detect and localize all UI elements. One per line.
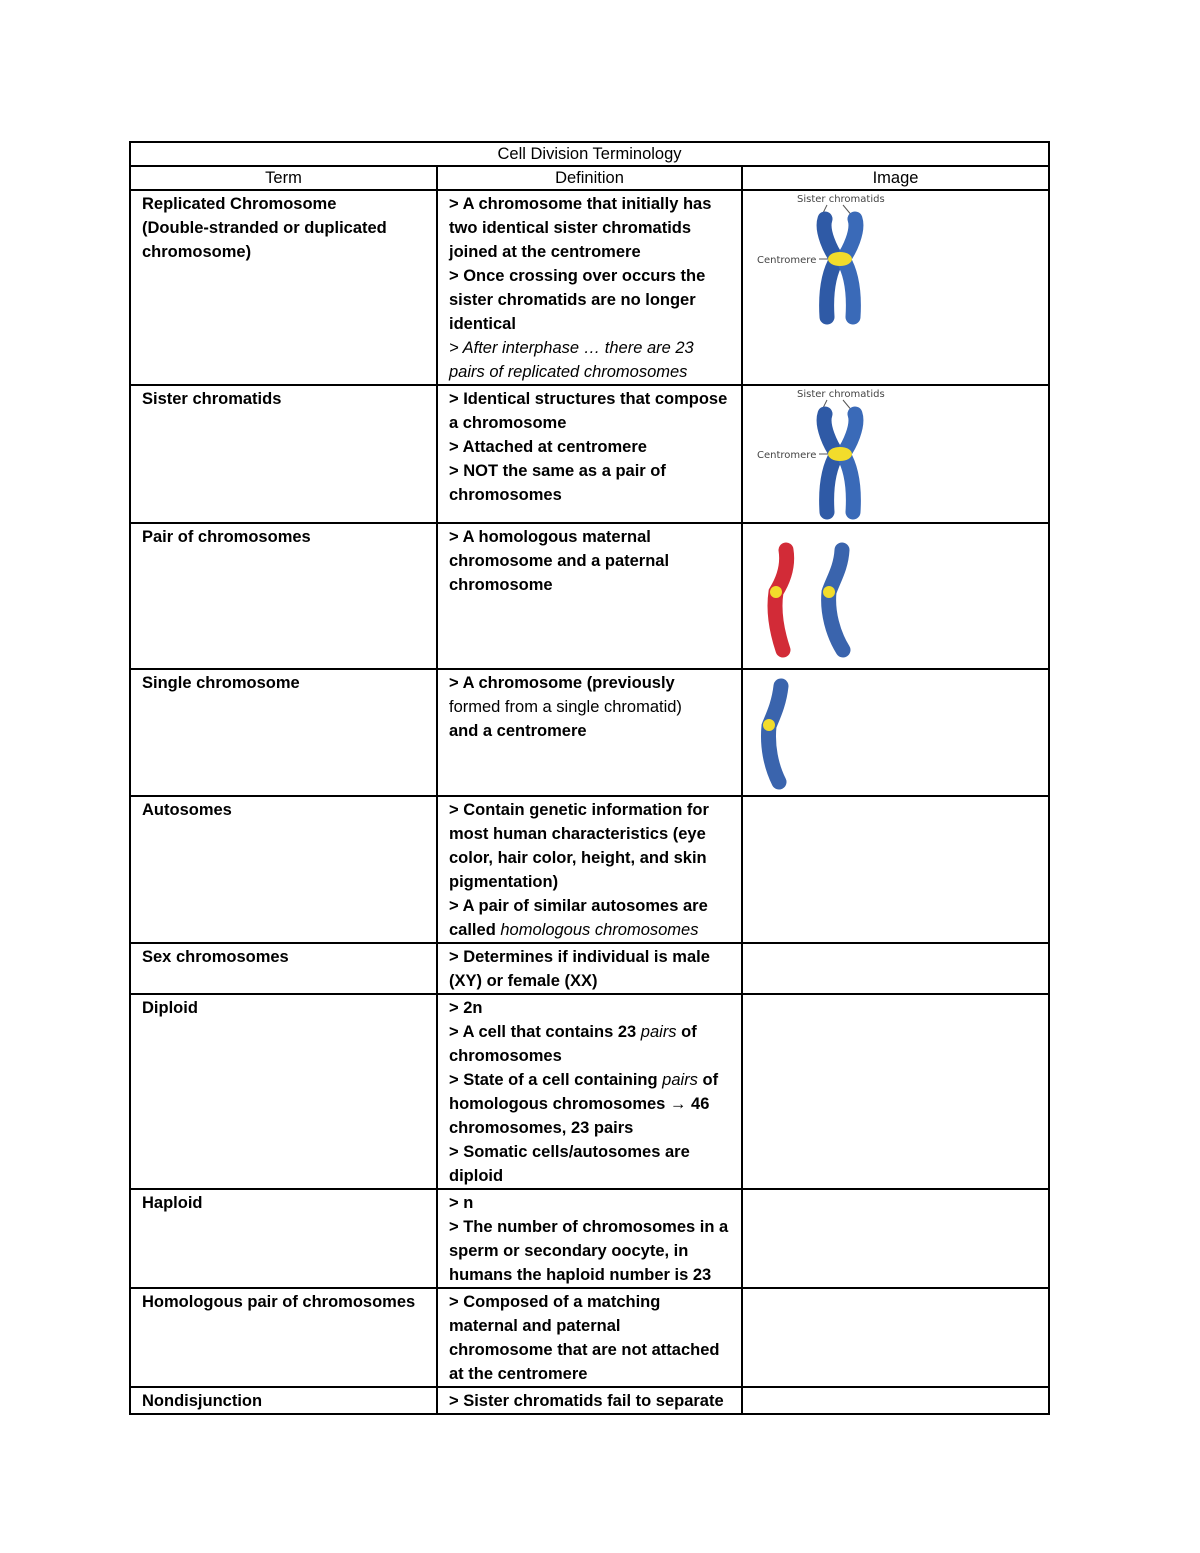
definition-text: homologous chromosomes → 46 [449, 1095, 710, 1113]
centromere-label: Centromere [757, 450, 817, 461]
definition-text: > A chromosome (previously [449, 674, 675, 692]
definition-cell [437, 669, 742, 796]
replicated-chromosome-diagram [743, 191, 1048, 381]
image-cell [742, 385, 1049, 523]
image-cell [742, 796, 1049, 943]
definition-text: chromosome [449, 576, 553, 594]
definition-text: > The number of chromosomes in a [449, 1218, 729, 1236]
term-cell: Autosomes [130, 796, 437, 943]
definition-text: sperm or secondary oocyte, in [449, 1242, 689, 1260]
definition-text: at the centromere [449, 1365, 588, 1383]
terminology-table [129, 141, 1050, 1415]
header-term: Term [130, 166, 437, 190]
definition-text: > NOT the same as a pair of [449, 462, 666, 480]
definition-text: homologous chromosomes [500, 921, 699, 939]
definition-text: most human characteristics (eye [449, 825, 706, 843]
table-row [130, 190, 1049, 385]
term-cell: Nondisjunction [130, 1387, 437, 1414]
chromosome-pair-diagram [743, 524, 1048, 668]
definition-text: identical [449, 315, 516, 333]
definition-text: > Once crossing over occurs the [449, 267, 706, 285]
definition-text: of [676, 1023, 697, 1041]
definition-text: sister chromatids are no longer [449, 291, 696, 309]
definition-text: color, hair color, height, and skin [449, 849, 707, 867]
definition-text: > A homologous maternal [449, 528, 651, 546]
definition-text: chromosomes, 23 pairs [449, 1119, 634, 1137]
definition-cell [437, 1288, 742, 1387]
term-cell: Homologous pair of chromosomes [130, 1288, 437, 1387]
definition-cell [437, 994, 742, 1189]
term-cell: Haploid [130, 1189, 437, 1288]
definition-text: pigmentation) [449, 873, 559, 891]
definition-text: > Identical structures that compose [449, 390, 728, 408]
image-cell [742, 994, 1049, 1189]
image-cell [742, 523, 1049, 669]
definition-text: chromosome that are not attached [449, 1341, 720, 1359]
definition-text: of [697, 1071, 719, 1089]
definition-text: formed from a single chromatid) [449, 698, 682, 716]
chromosome-x-shape [824, 414, 856, 512]
term-cell: Diploid [130, 994, 437, 1189]
term-text: (Double-stranded or duplicated [142, 219, 387, 237]
definition-text: a chromosome [449, 414, 567, 432]
definition-text: > State of a cell containing [449, 1071, 663, 1089]
definition-text: > Composed of a matching [449, 1293, 661, 1311]
term-cell: Single chromosome [130, 669, 437, 796]
table-row [130, 796, 1049, 943]
table-row [130, 385, 1049, 523]
sister-chromatids-label: Sister chromatids [797, 194, 885, 205]
term-text: Replicated Chromosome [142, 195, 337, 213]
definition-text: called [449, 921, 501, 939]
definition-cell [437, 523, 742, 669]
definition-cell [437, 943, 742, 994]
image-cell [742, 1288, 1049, 1387]
table-title: Cell Division Terminology [130, 142, 1049, 166]
term-cell: Sister chromatids [130, 385, 437, 523]
term-cell: Pair of chromosomes [130, 523, 437, 669]
definition-text: pairs [640, 1023, 677, 1041]
header-image: Image [742, 166, 1049, 190]
image-cell [742, 669, 1049, 796]
chromosome-x-shape [824, 219, 856, 317]
definition-text: > A pair of similar autosomes are [449, 897, 708, 915]
image-cell [742, 1189, 1049, 1288]
definition-text: maternal and paternal [449, 1317, 621, 1335]
definition-cell [437, 385, 742, 523]
definition-text: chromosomes [449, 1047, 562, 1065]
table-row [130, 669, 1049, 796]
table-row [130, 1288, 1049, 1387]
single-chromosome-diagram [743, 670, 1048, 795]
definition-text: pairs [662, 1071, 698, 1089]
term-text: chromosome) [142, 243, 252, 261]
definition-text: chromosomes [449, 486, 562, 504]
term-cell [130, 190, 437, 385]
definition-text: > After interphase … there are 23 [449, 339, 694, 357]
definition-text: > A cell that contains 23 [449, 1023, 641, 1041]
definition-text: diploid [449, 1167, 504, 1185]
definition-cell [437, 1189, 742, 1288]
definition-text: > n [449, 1194, 474, 1212]
image-cell [742, 1387, 1049, 1414]
term-cell: Sex chromosomes [130, 943, 437, 994]
table-row [130, 943, 1049, 994]
definition-text: chromosome and a paternal [449, 552, 670, 570]
definition-text: humans the haploid number is 23 [449, 1266, 712, 1284]
image-cell [742, 943, 1049, 994]
image-cell [742, 190, 1049, 385]
header-definition: Definition [437, 166, 742, 190]
definition-text: > Somatic cells/autosomes are [449, 1143, 690, 1161]
definition-text: > Determines if individual is male [449, 948, 710, 966]
definition-cell [437, 1387, 742, 1414]
definition-text: > 2n [449, 999, 483, 1017]
maternal-chromosome [770, 550, 787, 650]
table-row [130, 523, 1049, 669]
definition-text: and a centromere [449, 722, 587, 740]
definition-text: two identical sister chromatids [449, 219, 692, 237]
paternal-chromosome [823, 550, 843, 650]
sister-chromatids-label: Sister chromatids [797, 389, 885, 400]
definition-cell [437, 796, 742, 943]
table-row [130, 1189, 1049, 1288]
definition-cell [437, 190, 742, 385]
definition-text: (XY) or female (XX) [449, 972, 598, 990]
table-row [130, 1387, 1049, 1414]
table-row [130, 994, 1049, 1189]
definition-text: > Attached at centromere [449, 438, 647, 456]
definition-text: joined at the centromere [449, 243, 641, 261]
sister-chromatids-diagram [743, 386, 1048, 522]
definition-text: > Sister chromatids fail to separate [449, 1392, 724, 1410]
definition-text: pairs of replicated chromosomes [449, 363, 688, 381]
centromere-label: Centromere [757, 255, 817, 266]
definition-text: > A chromosome that initially has [449, 195, 712, 213]
single-chromosome [763, 686, 781, 782]
definition-text: > Contain genetic information for [449, 801, 709, 819]
